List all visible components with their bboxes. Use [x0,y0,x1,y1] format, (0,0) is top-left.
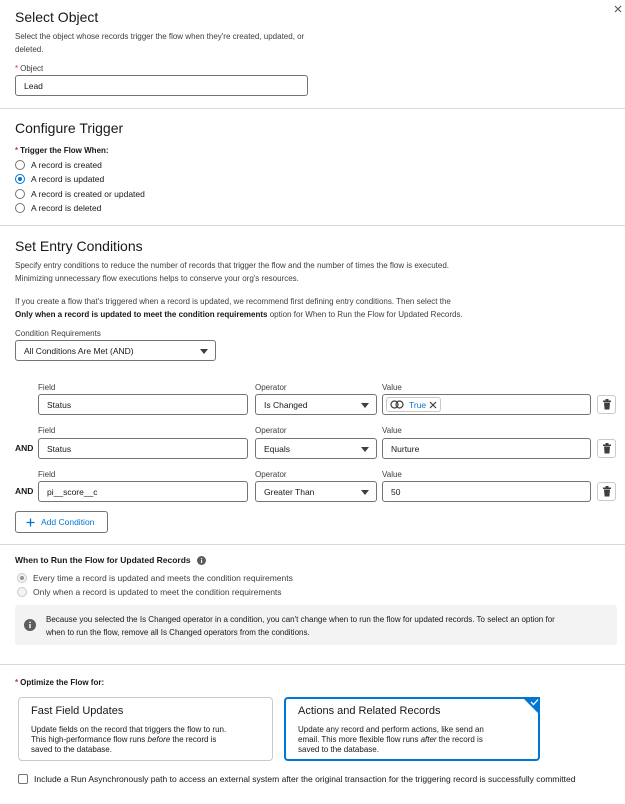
add-condition-button[interactable]: Add Condition [15,511,108,533]
trash-icon [602,486,612,499]
condition-value-input[interactable]: 50 [382,481,591,502]
condition-value-input[interactable]: Nurture [382,438,591,459]
value-label: Value [382,383,402,392]
value-pill[interactable]: True [386,397,441,412]
object-label: * Object [15,64,44,73]
info-icon[interactable] [197,556,206,565]
configure-trigger-title: Configure Trigger [15,120,124,136]
selected-check-icon [522,697,540,717]
chevron-down-icon [361,447,369,452]
value-label: Value [382,426,402,435]
operator-label: Operator [255,383,287,392]
radio-label: A record is created or updated [31,189,145,199]
chevron-down-icon [361,403,369,408]
radio-label: Every time a record is updated and meets the condition requirements [33,573,293,583]
condition-operator-select[interactable]: Equals [255,438,377,459]
operator-label: Operator [255,426,287,435]
info-message-box: Because you selected the Is Changed operator in a condition, you can't change when to run the flow for updated records. To select an option for when to run the flow, remove all Is Changed operators from the conditions. [15,605,617,645]
radio-label: Only when a record is updated to meet the condition requirements [33,587,282,597]
radio-record-created[interactable] [15,160,25,170]
operator-label: Operator [255,470,287,479]
condition-field-input[interactable]: Status [38,394,248,415]
remove-pill-icon[interactable] [429,401,437,409]
radio-record-created-or-updated[interactable] [15,189,25,199]
radio-label: A record is created [31,160,102,170]
condition-field-input[interactable]: Status [38,438,248,459]
actions-related-records-card[interactable]: Actions and Related Records Update any record and perform actions, like send an email. This more flexible flow runs after the record is saved to the database. [284,697,540,761]
radio-every-time-updated[interactable] [17,573,27,583]
object-input[interactable]: Lead [15,75,308,96]
section-divider [0,544,625,545]
condition-requirements-label: Condition Requirements [15,329,101,338]
condition-field-input[interactable]: pi__score__c [38,481,248,502]
field-label: Field [38,383,56,392]
trigger-label: * Trigger the Flow When: [15,146,109,155]
chevron-down-icon [361,490,369,495]
field-label: Field [38,470,56,479]
radio-label: A record is deleted [31,203,102,213]
entry-conditions-title: Set Entry Conditions [15,238,143,254]
and-connector: AND [15,486,34,496]
async-path-checkbox[interactable] [18,774,28,784]
info-icon [24,619,36,633]
select-object-title: Select Object [15,9,99,25]
chevron-down-icon [200,349,208,354]
optimize-title: * Optimize the Flow for: [15,678,105,687]
and-connector: AND [15,443,34,453]
trash-icon [602,399,612,412]
section-divider [0,108,625,109]
add-icon [26,518,35,527]
delete-condition-button[interactable] [597,439,616,458]
entry-conditions-help: Specify entry conditions to reduce the number of records that trigger the flow and the number of times the flow is executed. Minimizing unnecessary flow executions helps to conserve your org's resources. [15,261,450,283]
delete-condition-button[interactable] [597,482,616,501]
condition-requirements-select[interactable]: All Conditions Are Met (AND) [15,340,216,361]
section-divider [0,664,625,665]
radio-label: A record is updated [31,174,105,184]
value-label: Value [382,470,402,479]
section-divider [0,225,625,226]
select-object-help: Select the object whose records trigger the flow when they're created, updated, or deleted. [15,32,305,54]
entry-conditions-recommendation: If you create a flow that's triggered when a record is updated, we recommend first defining entry conditions. Then select the Only when a record is updated to meet the condition requirements option for When to Run the Flow for Updated Records. [15,297,463,319]
async-path-label: Include a Run Asynchronously path to access an external system after the original transaction for the triggering record is successfully committed [34,774,576,784]
when-to-run-title: When to Run the Flow for Updated Records [15,555,206,565]
condition-value-input[interactable] [382,394,591,415]
close-icon[interactable] [613,4,625,16]
trash-icon [602,443,612,456]
fast-field-updates-card[interactable]: Fast Field Updates Update fields on the record that triggers the flow to run. This high-performance flow runs before the record is saved to the database. [18,697,273,761]
radio-record-deleted[interactable] [15,203,25,213]
toggle-icon [390,400,404,409]
condition-operator-select[interactable]: Is Changed [255,394,377,415]
delete-condition-button[interactable] [597,395,616,414]
radio-only-when-updated[interactable] [17,587,27,597]
condition-operator-select[interactable]: Greater Than [255,481,377,502]
field-label: Field [38,426,56,435]
radio-record-updated[interactable] [15,174,25,184]
